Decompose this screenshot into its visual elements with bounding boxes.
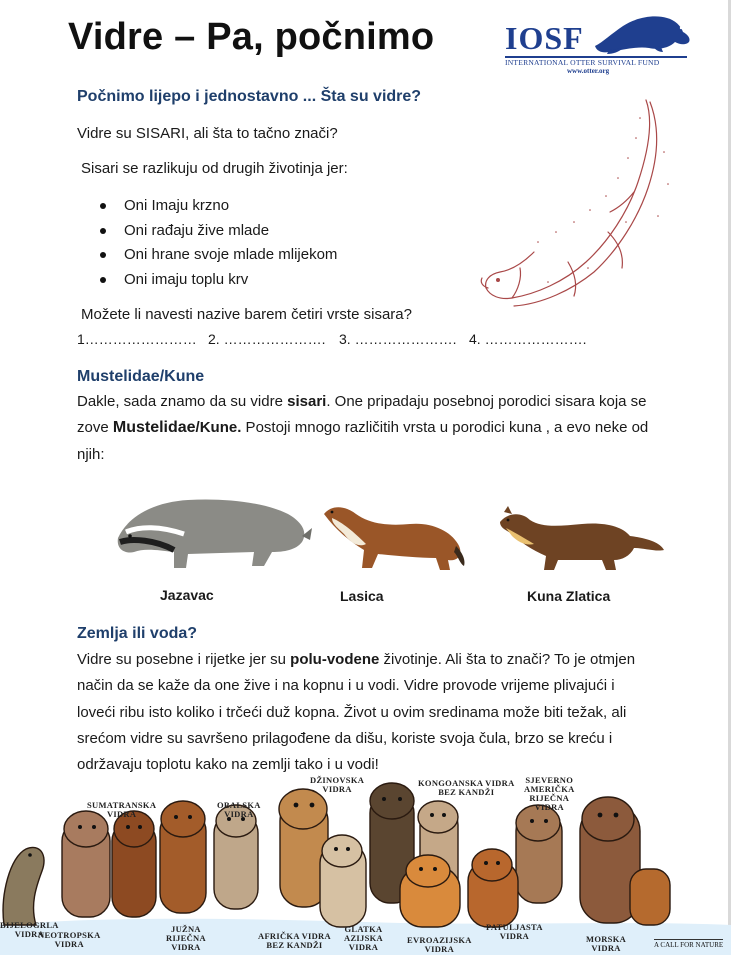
label-sumatran-otter: SUMATRANSKA VIDRA (87, 800, 157, 819)
logo-name: IOSF (505, 20, 584, 56)
otter-logo-icon (593, 12, 693, 56)
label-north-american-otter: SJEVERNO AMERIČKA RIJEČNA VIDRA (524, 775, 575, 812)
label-smooth-otter: GLATKA AZIJSKA VIDRA (344, 924, 383, 952)
logo-subtitle: INTERNATIONAL OTTER SURVIVAL FUND (505, 58, 660, 67)
caption-weasel: Lasica (340, 588, 384, 604)
label-congo-otter: KONGOANSKA VIDRA BEZ KANDŽI (418, 778, 515, 797)
list-item: Oni Imaju krzno (96, 194, 337, 219)
land-water-paragraph (77, 647, 657, 778)
intro-heading: Počnimo lijepo i jednostavno ... Šta su vidre? (77, 88, 422, 105)
label-african-clawless-otter: AFRIČKA VIDRA BEZ KANDŽI (258, 931, 331, 950)
text-run: . One pripadaju posebnoj porodici sisara koja se zove (77, 393, 647, 437)
label-neotropical-otter: NEOTROPSKA VIDRA (38, 930, 101, 949)
list-item: Oni imaju toplu krv (96, 268, 337, 293)
land-water-heading: Zemlja ili voda? (77, 625, 198, 642)
logo-url: www.otter.org (567, 67, 610, 75)
intro-lead: Sisari se razlikuju od drugih životinja jer: (81, 160, 348, 177)
label-giant-otter: DŽINOVSKA VIDRA (310, 775, 365, 794)
bold-mammals: sisari (287, 393, 327, 410)
bold-kune: /Kune. (195, 419, 242, 437)
list-item: Oni rađaju žive mlade (96, 219, 337, 244)
text-run: Vidre su posebne i rijetke jer su (77, 651, 291, 668)
label-eurasian-otter: EVROAZIJSKA VIDRA (407, 935, 472, 954)
mammal-question: Možete li navesti nazive barem četiri vrste sisara? (81, 306, 412, 323)
mammal-traits-list (96, 194, 337, 292)
badger-illustration (104, 492, 314, 572)
list-item: Oni hrane svoje mlade mlijekom (96, 243, 337, 268)
pine-marten-illustration (496, 504, 668, 574)
bold-semi-aquatic: polu-vodene (290, 651, 380, 668)
answer-blank-3[interactable]: 3. …………………. (339, 331, 457, 347)
text-run: životinje. Ali šta to znači? To je otmjen način da se kaže da one žive i na kopnu i u vodi. Vidre provode vrijeme plivajući i loveći ribu isto koliko i trčeći duž kopna. Život u ovim sredinama može biti težak, ali srećom vidre su savršeno prilagođene da dišu, koriste svoja čula, brzo se kreću i održavaju toplotu kako na zemlji tako i u vodi! (77, 651, 636, 774)
answer-blank-2[interactable]: 2. …………………. (208, 331, 326, 347)
iosf-logo (505, 12, 695, 74)
answer-blank-1[interactable]: 1…………………… (77, 331, 197, 347)
label-small-clawed-otter: PATULJASTA VIDRA (486, 922, 543, 941)
caption-badger: Jazavac (160, 587, 214, 603)
weasel-illustration (318, 496, 468, 576)
text-run: Postoji mnogo različitih vrsta u porodici kuna , a evo neke od njih: (77, 419, 649, 463)
swimming-otter-illustration (478, 92, 693, 317)
mustelidae-heading: Mustelidae/Kune (77, 368, 205, 385)
bold-mustelidae: Mustelidae (112, 419, 196, 437)
text-run: Dakle, sada znamo da su vidre (77, 393, 288, 410)
label-coastal-otter: OBALSKA VIDRA (217, 800, 261, 819)
page-title: Vidre – Pa, počnimo (68, 16, 435, 58)
label-sea-otter: MORSKA VIDRA (586, 934, 627, 953)
mustelidae-paragraph (77, 389, 657, 468)
answer-blank-4[interactable]: 4. …………………. (469, 331, 587, 347)
caption-pine-marten: Kuna Zlatica (527, 588, 611, 604)
label-southern-river-otter: JUŽNA RIJEČNA VIDRA (166, 924, 206, 952)
label-hairy-nosed-otter: BIJELOGRLA VIDRA (0, 920, 59, 939)
intro-question: Vidre su SISARI, ali šta to tačno znači? (77, 125, 338, 142)
credit-text: A CALL FOR NATURE (654, 941, 724, 949)
